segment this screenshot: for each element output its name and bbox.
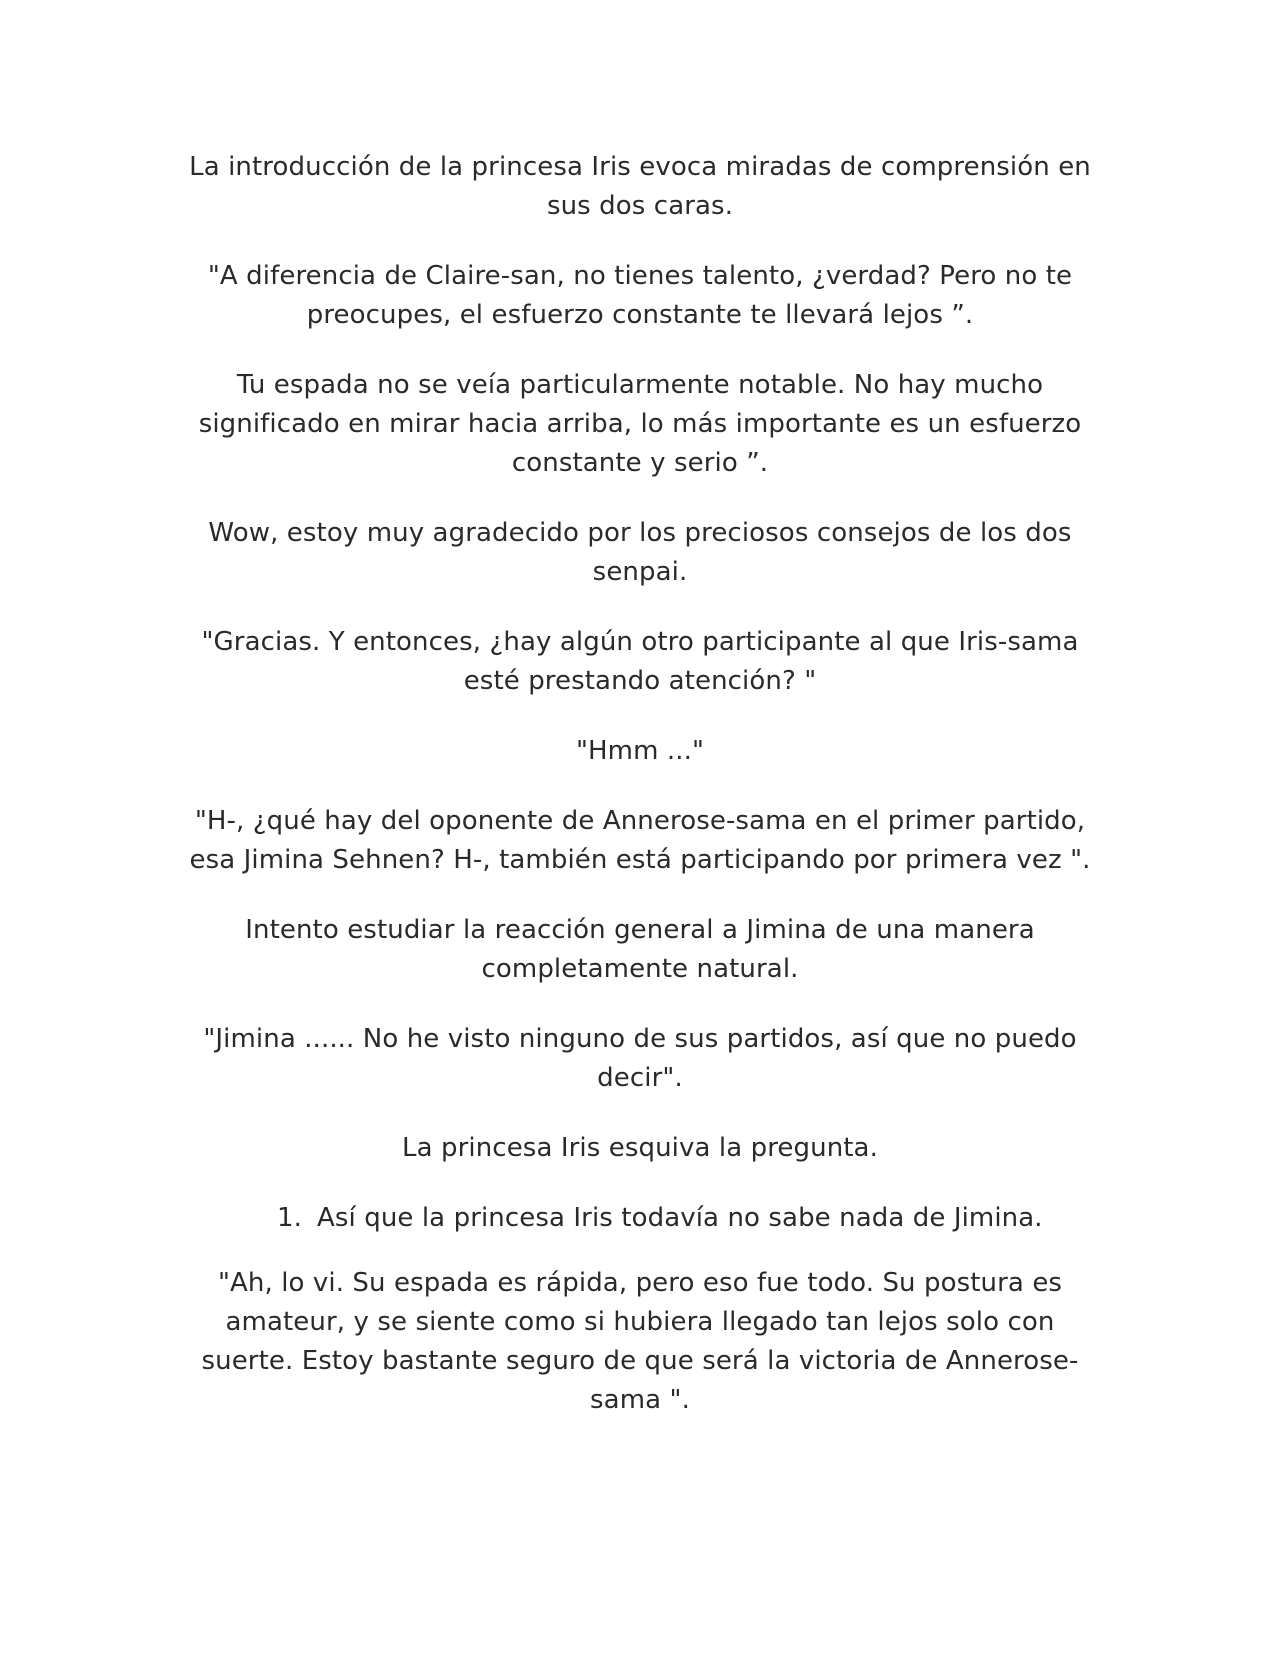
- paragraph: "Hmm ...": [575, 736, 705, 766]
- paragraph: "Jimina ...... No he visto ninguno de sus partidos, así que no puedo decir".: [203, 1024, 1077, 1093]
- paragraph: "H-, ¿qué hay del oponente de Annerose-sama en el primer partido, esa Jimina Sehnen? H-, también está participando por primera vez ".: [189, 806, 1091, 875]
- paragraph: "A diferencia de Claire-san, no tienes talento, ¿verdad? Pero no te preocupes, el esfuerzo constante te llevará lejos ”.: [207, 261, 1073, 330]
- paragraph: Wow, estoy muy agradecido por los preciosos consejos de los dos senpai.: [208, 518, 1072, 587]
- paragraph: Intento estudiar la reacción general a Jimina de una manera completamente natural.: [245, 915, 1035, 984]
- list-item-text: Así que la princesa Iris todavía no sabe nada de Jimina.: [317, 1203, 1043, 1233]
- paragraph: La introducción de la princesa Iris evoca miradas de comprensión en sus dos caras.: [189, 152, 1091, 221]
- paragraph: "Ah, lo vi. Su espada es rápida, pero eso fue todo. Su postura es amateur, y se siente como si hubiera llegado tan lejos solo con suerte. Estoy bastante seguro de que será la victoria de Annerose-sama ".: [201, 1268, 1079, 1415]
- paragraph: Tu espada no se veía particularmente notable. No hay mucho significado en mirar hacia arriba, lo más importante es un esfuerzo constante y serio ”.: [198, 370, 1082, 478]
- document-body: [180, 148, 1100, 1451]
- numbered-list-item: [180, 1199, 1100, 1238]
- list-item-number: 1.: [277, 1203, 303, 1233]
- paragraph: "Gracias. Y entonces, ¿hay algún otro participante al que Iris-sama esté prestando atención? ": [201, 627, 1079, 696]
- paragraph: La princesa Iris esquiva la pregunta.: [402, 1133, 878, 1163]
